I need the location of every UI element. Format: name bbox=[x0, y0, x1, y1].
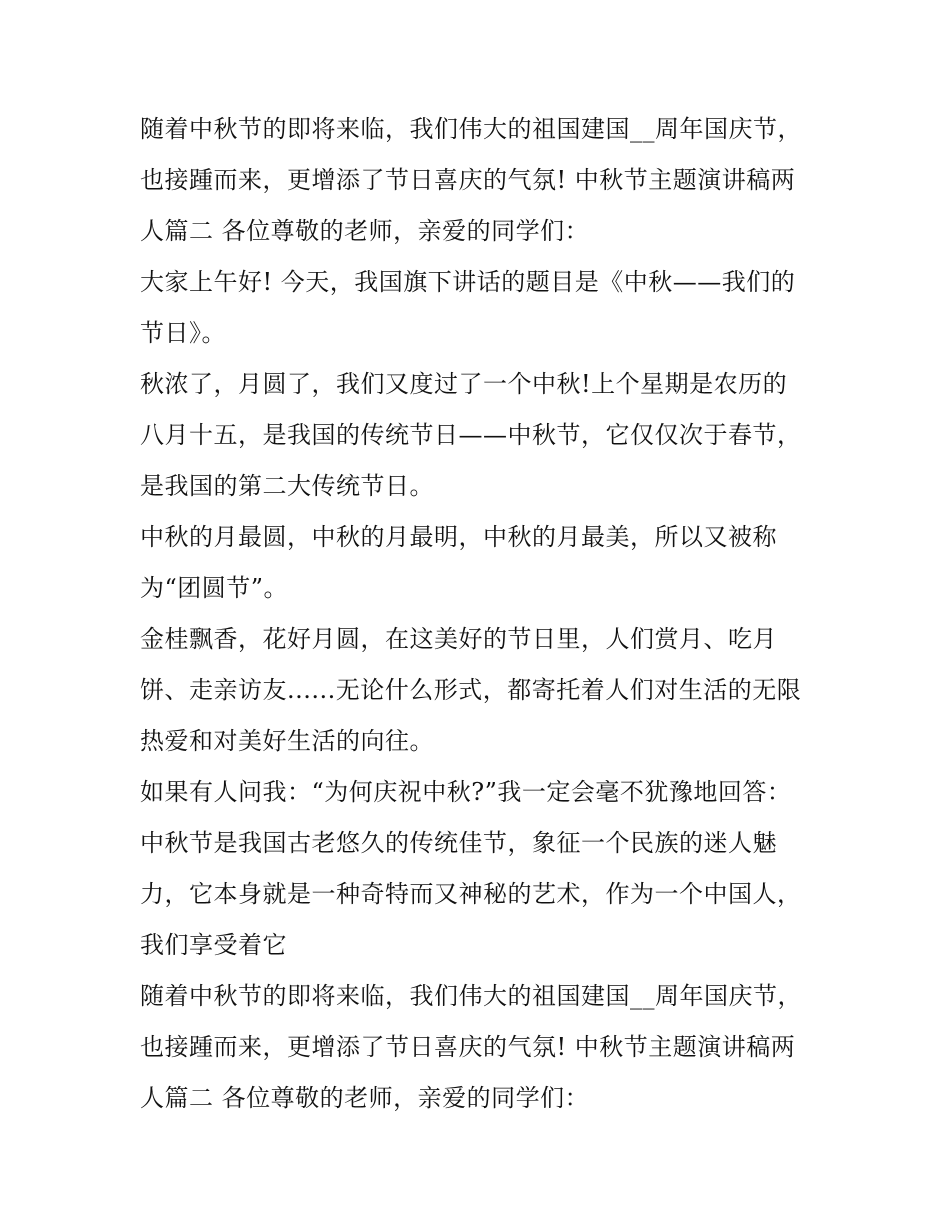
text-line: 大家上午好! 今天，我国旗下讲话的题目是《中秋——我们的 bbox=[140, 268, 796, 296]
text-line: 为“团圆节”。 bbox=[140, 574, 289, 602]
text-line: 中秋节是我国古老悠久的传统佳节，象征一个民族的迷人魅 bbox=[140, 829, 777, 857]
text-line: 八月十五，是我国的传统节日——中秋节，它仅仅次于春节， bbox=[140, 421, 802, 449]
text-line: 力，它本身就是一种奇特而又神秘的艺术，作为一个中国人， bbox=[140, 880, 802, 908]
document-body bbox=[140, 104, 820, 1124]
text-line: 如果有人问我：“为何庆祝中秋?”我一定会毫不犹豫地回答： bbox=[140, 778, 792, 806]
text-line: 随着中秋节的即将来临，我们伟大的祖国建国__周年国庆节， bbox=[140, 982, 802, 1010]
text-line: 是我国的第二大传统节日。 bbox=[140, 472, 434, 500]
text-line: 也接踵而来，更增添了节日喜庆的气氛! 中秋节主题演讲稿两 bbox=[140, 166, 796, 194]
text-line: 人篇二 各位尊敬的老师，亲爱的同学们： bbox=[140, 1084, 590, 1112]
text-line: 饼、走亲访友......无论什么形式，都寄托着人们对生活的无限 bbox=[140, 676, 802, 704]
text-line: 随着中秋节的即将来临，我们伟大的祖国建国__周年国庆节， bbox=[140, 115, 802, 143]
text-line: 我们享受着它 bbox=[140, 931, 287, 959]
text-line: 秋浓了，月圆了，我们又度过了一个中秋!上个星期是农历的 bbox=[140, 370, 788, 398]
text-line: 中秋的月最圆，中秋的月最明，中秋的月最美，所以又被称 bbox=[140, 523, 777, 551]
text-line: 热爱和对美好生活的向往。 bbox=[140, 727, 434, 755]
text-line: 金桂飘香，花好月圆，在这美好的节日里，人们赏月、吃月 bbox=[140, 625, 777, 653]
text-line: 也接踵而来，更增添了节日喜庆的气氛! 中秋节主题演讲稿两 bbox=[140, 1033, 796, 1061]
text-line: 人篇二 各位尊敬的老师，亲爱的同学们： bbox=[140, 217, 590, 245]
text-line: 节日》。 bbox=[140, 319, 226, 347]
